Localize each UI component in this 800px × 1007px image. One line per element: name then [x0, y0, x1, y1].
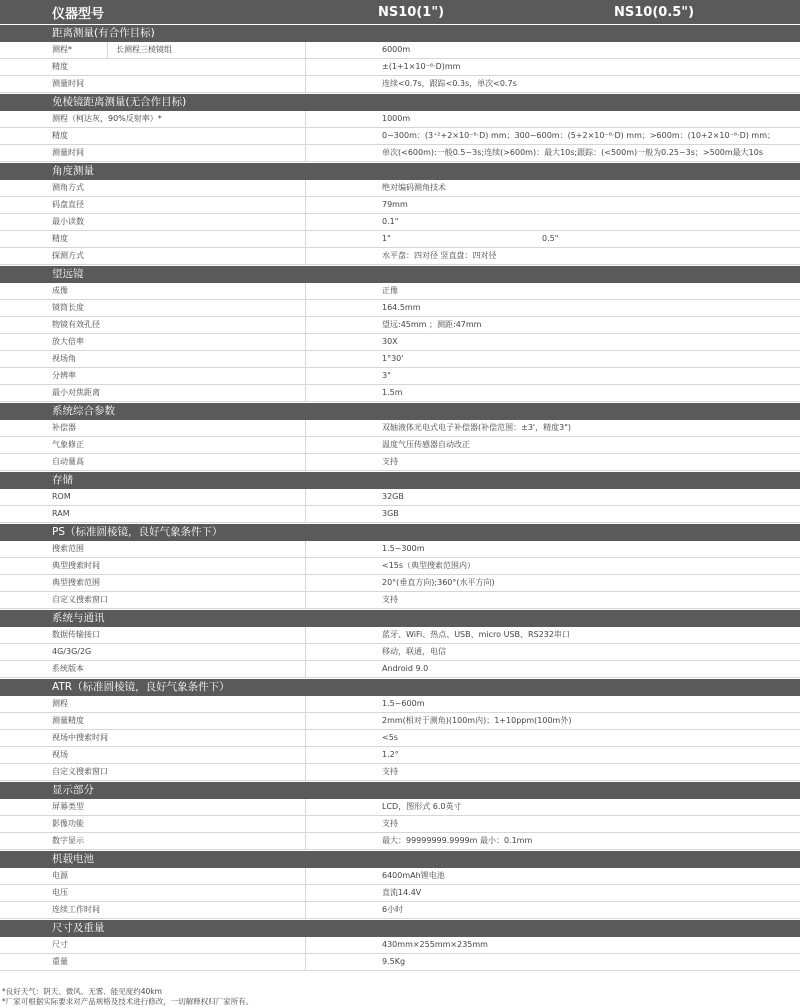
spec-row: [0, 385, 800, 402]
spec-label: 成像: [0, 283, 306, 299]
spec-row: [0, 937, 800, 954]
spec-label: 系统版本: [0, 661, 306, 677]
spec-value: 最大：99999999.9999m 最小：0.1mm: [382, 836, 533, 845]
spec-row: [0, 300, 800, 317]
spec-value-cell: [306, 42, 800, 58]
spec-value-cell: [306, 317, 800, 333]
spec-value: <15s（典型搜索范围内）: [382, 561, 476, 570]
spec-label: 测程*: [0, 42, 108, 58]
spec-label: 测量精度: [0, 713, 306, 729]
spec-value-cell: [306, 713, 800, 729]
section-title: 系统综合参数: [0, 402, 800, 420]
spec-label: 视场: [0, 747, 306, 763]
spec-value: 1°30': [382, 354, 404, 363]
spec-row: [0, 214, 800, 231]
spec-value: ±(1+1×10⁻⁶·D)mm: [382, 62, 461, 71]
spec-value: 绝对编码测角技术: [382, 183, 446, 192]
spec-value-cell: [306, 420, 800, 436]
spec-value-cell: [306, 197, 800, 213]
spec-label: 物镜有效孔径: [0, 317, 306, 333]
spec-row: [0, 145, 800, 162]
spec-label: 电压: [0, 885, 306, 901]
spec-value: 6000m: [382, 45, 411, 54]
spec-value-cell: [306, 937, 800, 953]
spec-row: [0, 764, 800, 781]
spec-row: [0, 575, 800, 592]
spec-value: 连续<0.7s，跟踪<0.3s，单次<0.7s: [382, 79, 517, 88]
spec-row: [0, 506, 800, 523]
spec-value-cell: [306, 902, 800, 918]
spec-sublabel: 长测程三棱镜组: [116, 45, 172, 54]
spec-row: [0, 558, 800, 575]
spec-label: 测量时间: [0, 76, 306, 92]
spec-value: 1.5~300m: [382, 544, 425, 553]
spec-row: [0, 59, 800, 76]
spec-value: Android 9.0: [382, 664, 429, 673]
spec-row: [0, 661, 800, 678]
spec-row: [0, 489, 800, 506]
spec-value-cell: [306, 764, 800, 780]
spec-value-cell: [306, 145, 800, 161]
spec-value-cell: [306, 592, 800, 608]
spec-label: 测程: [0, 696, 306, 712]
spec-value: 0~300m：(3⁺²+2×10⁻⁶·D) mm；300~600m：(5+2×10⁻⁶·D) mm；>600m：(10+2×10⁻⁶·D) mm；: [382, 131, 775, 140]
spec-value-cell: [306, 489, 800, 505]
spec-value-cell: [306, 59, 800, 75]
spec-value: 9.5Kg: [382, 957, 406, 966]
section-title: 角度测量: [0, 162, 800, 180]
spec-label: 分辨率: [0, 368, 306, 384]
spec-label: 搜索范围: [0, 541, 306, 557]
spec-label: 数据传输接口: [0, 627, 306, 643]
spec-value: 1.5m: [382, 388, 403, 397]
section-title: 尺寸及重量: [0, 919, 800, 937]
spec-row: [0, 696, 800, 713]
spec-label: 典型搜索时间: [0, 558, 306, 574]
spec-value-cell: [306, 627, 800, 643]
spec-row: [0, 128, 800, 145]
spec-value: 水平盘：四对径 竖直盘：四对径: [382, 251, 497, 260]
spec-value-cell: [306, 300, 800, 316]
spec-row: [0, 334, 800, 351]
spec-label: 放大倍率: [0, 334, 306, 350]
spec-value: 正像: [382, 286, 398, 295]
spec-label: 自定义搜索窗口: [0, 764, 306, 780]
spec-value-cell: [306, 816, 800, 832]
spec-label: 自动量高: [0, 454, 306, 470]
spec-label: ROM: [0, 489, 306, 505]
spec-row: [0, 644, 800, 661]
spec-value-cell: [306, 730, 800, 746]
spec-label: 测量时间: [0, 145, 306, 161]
section-title: 显示部分: [0, 781, 800, 799]
spec-row: [0, 283, 800, 300]
spec-row: [0, 231, 800, 248]
spec-row: [0, 197, 800, 214]
spec-value: 1.5~600m: [382, 699, 425, 708]
spec-row: [0, 954, 800, 971]
spec-row: [0, 317, 800, 334]
spec-value: 6小时: [382, 905, 404, 914]
spec-label: 补偿器: [0, 420, 306, 436]
spec-value: 1.2°: [382, 750, 399, 759]
spec-label: 镜筒长度: [0, 300, 306, 316]
spec-value-cell: [306, 558, 800, 574]
spec-value-cell: [306, 385, 800, 401]
spec-value: 79mm: [382, 200, 408, 209]
spec-label: 气象修正: [0, 437, 306, 453]
spec-value: 支持: [382, 767, 398, 776]
spec-value: 温度气压传感器自动改正: [382, 440, 470, 449]
spec-value: 30X: [382, 337, 398, 346]
section-title: 望远镜: [0, 265, 800, 283]
spec-value-cell: [306, 214, 800, 230]
spec-value: 32GB: [382, 492, 404, 501]
spec-label-group: [0, 42, 306, 58]
spec-value: 望远:45mm ；测距:47mm: [382, 320, 482, 329]
spec-value-alt: 0.5": [542, 234, 559, 243]
header-model-ns10-1: NS10(1"): [378, 4, 445, 20]
spec-value-cell: [306, 283, 800, 299]
spec-row: [0, 816, 800, 833]
spec-value-cell: [306, 747, 800, 763]
spec-value: LCD，图形式 6.0英寸: [382, 802, 462, 811]
spec-label: 精度: [0, 231, 306, 247]
spec-value: 蓝牙、WiFi、热点、USB、micro USB、RS232串口: [382, 630, 570, 639]
section-title: 免棱镜距离测量(无合作目标): [0, 93, 800, 111]
spec-value: 移动，联通，电信: [382, 647, 446, 656]
spec-value-cell: [306, 954, 800, 970]
spec-label: 视场中搜索时间: [0, 730, 306, 746]
spec-value-cell: [306, 351, 800, 367]
spec-value: 2mm(相对于测角)(100m内)；1+10ppm(100m外): [382, 716, 572, 725]
spec-label: 影像功能: [0, 816, 306, 832]
spec-value: 3GB: [382, 509, 399, 518]
spec-row: [0, 76, 800, 93]
spec-value: 6400mAh锂电池: [382, 871, 445, 880]
header-model-label: 仪器型号: [52, 6, 105, 22]
spec-value: 164.5mm: [382, 303, 421, 312]
section-title: 距离测量(有合作目标): [0, 24, 800, 42]
spec-value-cell: [306, 644, 800, 660]
spec-label: 数字显示: [0, 833, 306, 849]
spec-label: 自定义搜索窗口: [0, 592, 306, 608]
spec-row: [0, 248, 800, 265]
spec-table-body: [0, 24, 800, 971]
section-title: ATR（标准圆棱镜，良好气象条件下）: [0, 678, 800, 696]
spec-label: 精度: [0, 128, 306, 144]
spec-row: [0, 541, 800, 558]
spec-label: 测角方式: [0, 180, 306, 196]
spec-label: 视场角: [0, 351, 306, 367]
spec-label: 重量: [0, 954, 306, 970]
spec-value-cell: [306, 541, 800, 557]
spec-value: 直流14.4V: [382, 888, 422, 897]
spec-row: [0, 627, 800, 644]
spec-row: [0, 799, 800, 816]
spec-value: 1000m: [382, 114, 411, 123]
spec-value-cell: [306, 833, 800, 849]
spec-value: 0.1": [382, 217, 399, 226]
spec-value-cell: [306, 661, 800, 677]
spec-value-cell: [306, 454, 800, 470]
spec-value-cell: [306, 437, 800, 453]
spec-row: [0, 730, 800, 747]
spec-value-cell: [306, 248, 800, 264]
spec-value: 支持: [382, 819, 398, 828]
footnotes: [0, 987, 800, 1007]
spec-value: 单次(<600m):一般0.5~3s;连续(>600m)：最大10s;跟踪：(<500m)一般为0.25~3s；>500m最大10s: [382, 148, 764, 157]
spec-value-cell: [306, 334, 800, 350]
spec-value: 支持: [382, 595, 398, 604]
spec-row: [0, 368, 800, 385]
spec-row: [0, 42, 800, 59]
spec-value-cell: [306, 111, 800, 127]
spec-label: 最小读数: [0, 214, 306, 230]
spec-label: 精度: [0, 59, 306, 75]
spec-label: 4G/3G/2G: [0, 644, 306, 660]
spec-label: 探测方式: [0, 248, 306, 264]
spec-row: [0, 180, 800, 197]
header-model-ns10-05: NS10(0.5"): [614, 4, 695, 20]
spec-row: [0, 902, 800, 919]
spec-label: 连续工作时间: [0, 902, 306, 918]
spec-row: [0, 747, 800, 764]
spec-label: 电源: [0, 868, 306, 884]
spec-row: [0, 111, 800, 128]
spec-row: [0, 592, 800, 609]
spec-value: 430mm×255mm×235mm: [382, 940, 488, 949]
spec-value-cell: [306, 180, 800, 196]
spec-label: 码盘直径: [0, 197, 306, 213]
spec-value: 支持: [382, 457, 398, 466]
section-title: 存储: [0, 471, 800, 489]
spec-value: 双轴液体光电式电子补偿器(补偿范围：±3'，精度3"): [382, 423, 572, 432]
spec-label: 测程（柯达灰，90%反射率）*: [0, 111, 306, 127]
spec-value: 20°(垂直方向);360°(水平方向): [382, 578, 495, 587]
spec-row: [0, 713, 800, 730]
spec-value: 1": [382, 234, 391, 243]
spec-row: [0, 351, 800, 368]
spec-value-cell: [306, 368, 800, 384]
spec-value: <5s: [382, 733, 398, 742]
spec-value-cell: [306, 231, 800, 247]
spec-row: [0, 454, 800, 471]
section-title: 系统与通讯: [0, 609, 800, 627]
spec-value-cell: [306, 696, 800, 712]
table-header: [0, 0, 800, 24]
spec-value: 3": [382, 371, 391, 380]
spec-value-cell: [306, 128, 800, 144]
spec-row: [0, 420, 800, 437]
spec-label: RAM: [0, 506, 306, 522]
spec-value-cell: [306, 868, 800, 884]
footnote: *厂家可根据实际要求对产品规格及技术进行修改，一切解释权归厂家所有。: [2, 997, 254, 1006]
footnote: *良好天气：阴天、微风、无雾、能见度约40km: [2, 987, 162, 996]
section-title: 机载电池: [0, 850, 800, 868]
spec-label: 典型搜索范围: [0, 575, 306, 591]
spec-row: [0, 437, 800, 454]
spec-value-cell: [306, 506, 800, 522]
spec-value-cell: [306, 575, 800, 591]
spec-label: 尺寸: [0, 937, 306, 953]
spec-row: [0, 868, 800, 885]
spec-value-cell: [306, 885, 800, 901]
spec-label: 最小对焦距离: [0, 385, 306, 401]
spec-row: [0, 885, 800, 902]
spec-label: 屏幕类型: [0, 799, 306, 815]
spec-value-cell: [306, 799, 800, 815]
spec-value-cell: [306, 76, 800, 92]
spec-row: [0, 833, 800, 850]
section-title: PS（标准圆棱镜，良好气象条件下）: [0, 523, 800, 541]
